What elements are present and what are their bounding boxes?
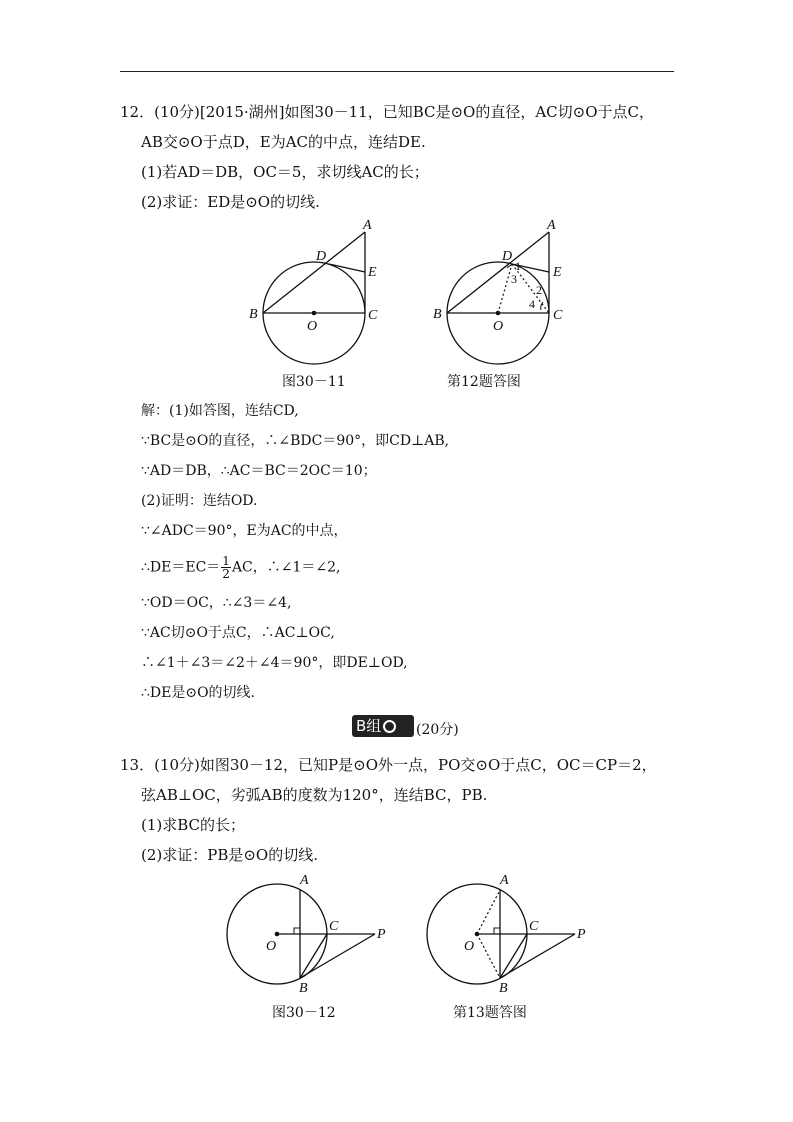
fig1-label-C: C [368, 308, 378, 323]
fig4-label-P: P [577, 927, 586, 942]
fig2-label-O: O [493, 319, 504, 334]
fig1-label-B: B [249, 307, 258, 322]
sol12-line3: ∵AD＝DB，∴AC＝BC＝2OC＝10； [141, 463, 377, 479]
fig2-label-D: D [502, 249, 513, 264]
fig4-label-B: B [499, 981, 508, 996]
q12-answer-caption: 第12题答图 [447, 374, 521, 390]
fig3-label-O: O [266, 939, 277, 954]
angle-label-4: 4 [529, 297, 535, 311]
answer-figure-13 [418, 866, 598, 1001]
sol12-line6-b: AC，∴∠1＝∠2, [231, 559, 341, 576]
fig3-label-P: P [377, 927, 386, 942]
q12-part2: (2)求证：ED是⊙O的切线. [141, 193, 320, 211]
angle-label-3: 3 [511, 272, 517, 286]
sol12-line6-a: ∴DE＝EC＝ [141, 559, 221, 576]
q13-part1: (1)求BC的长； [141, 816, 246, 834]
fig2-label-C: C [553, 308, 563, 323]
q13-stem-line1: 13．(10分)如图30－12，已知P是⊙O外一点，PO交⊙O于点C，OC＝CP＝2， [120, 756, 657, 774]
sol12-line2: ∵BC是⊙O的直径，∴∠BDC＝90°，即CD⊥AB, [141, 433, 450, 449]
answer-figure-12 [425, 212, 585, 377]
fig3-label-C: C [329, 919, 339, 934]
fig2-label-B: B [433, 307, 442, 322]
fig1-label-O: O [307, 319, 318, 334]
fig1-label-E: E [368, 265, 377, 280]
sol12-line5: ∵∠ADC＝90°，E为AC的中点， [141, 523, 348, 539]
fraction-denominator: 2 [222, 567, 230, 581]
fig1-label-D: D [316, 249, 327, 264]
sol12-line8: ∵AC切⊙O于点C，∴AC⊥OC, [141, 625, 335, 641]
sol12-line7: ∵OD＝OC，∴∠3＝∠4, [141, 595, 292, 611]
fraction-numerator: 1 [222, 554, 230, 568]
fig3-label-A: A [300, 873, 309, 888]
figure-30-12 [220, 866, 400, 1001]
q13-answer-caption: 第13题答图 [453, 1005, 527, 1021]
fraction-one-half [221, 555, 231, 580]
sol12-line4: (2)证明：连结OD. [141, 493, 258, 509]
angle-label-2: 2 [536, 283, 542, 297]
fig4-label-A: A [500, 873, 509, 888]
fig4-label-C: C [529, 919, 539, 934]
header-rule [120, 71, 674, 72]
group-b-label: B组 [356, 717, 382, 735]
sol12-line6 [141, 555, 341, 580]
fig2-label-A: A [547, 218, 556, 233]
fig1-label-A: A [363, 218, 372, 233]
q12-stem-line2: AB交⊙O于点D，E为AC的中点，连结DE. [141, 133, 426, 151]
q13-part2: (2)求证：PB是⊙O的切线. [141, 846, 318, 864]
figure-30-11 [240, 212, 400, 377]
sol12-line1: 解：(1)如答图，连结CD, [141, 403, 299, 419]
group-b-badge [352, 715, 414, 737]
q13-stem-line2: 弦AB⊥OC，劣弧AB的度数为120°，连结BC，PB. [141, 786, 488, 804]
fig3-label-B: B [299, 981, 308, 996]
q12-fig-caption: 图30－11 [282, 374, 346, 390]
angle-label-1: 1 [515, 259, 521, 273]
q12-stem-line1: 12．(10分)[2015·湖州]如图30－11，已知BC是⊙O的直径，AC切⊙O于点C， [120, 103, 654, 121]
circle-arrow-icon [383, 720, 396, 733]
q12-part1: (1)若AD＝DB，OC＝5，求切线AC的长； [141, 163, 429, 181]
fig4-label-O: O [464, 939, 475, 954]
sol12-line10: ∴DE是⊙O的切线. [141, 685, 256, 701]
group-b-score: (20分) [416, 722, 459, 738]
q13-fig-caption: 图30－12 [272, 1005, 336, 1021]
fig2-label-E: E [553, 265, 562, 280]
sol12-line9: ∴∠1＋∠3＝∠2＋∠4＝90°，即DE⊥OD, [141, 655, 408, 671]
